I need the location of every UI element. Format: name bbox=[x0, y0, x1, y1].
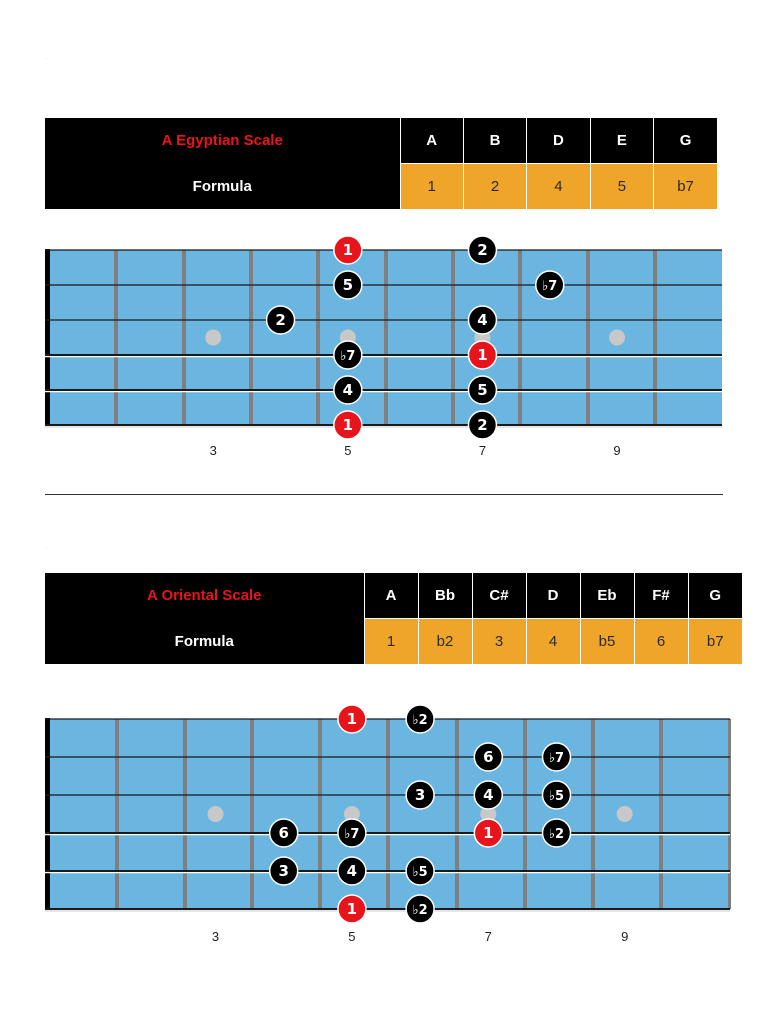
marker-label: ♭7 bbox=[542, 279, 558, 294]
marker-label: 1 bbox=[346, 900, 358, 918]
note-marker-icon bbox=[270, 819, 298, 847]
fret-wire bbox=[316, 250, 320, 425]
interval-cell: 6 bbox=[634, 619, 688, 665]
fret-number: 3 bbox=[209, 443, 217, 458]
fret-number: 9 bbox=[621, 929, 629, 944]
root-marker-icon bbox=[338, 895, 366, 923]
note-cell: Eb bbox=[580, 573, 634, 619]
fret-wire bbox=[586, 250, 590, 425]
fret-wire bbox=[518, 250, 522, 425]
note-marker-icon bbox=[406, 895, 434, 923]
interval-cell: 2 bbox=[463, 164, 526, 210]
marker-label: 4 bbox=[477, 311, 488, 329]
oriental-fretboard bbox=[0, 700, 768, 950]
fret-wire bbox=[451, 250, 455, 425]
interval-cell: b5 bbox=[580, 619, 634, 665]
fret-wire bbox=[653, 250, 657, 425]
note-marker-icon bbox=[474, 743, 502, 771]
interval-cell: 5 bbox=[590, 164, 653, 210]
marker-label: 4 bbox=[483, 786, 494, 804]
page-dot-middle: . bbox=[46, 544, 48, 549]
interval-cell: 1 bbox=[400, 164, 463, 210]
note-cell: A bbox=[364, 573, 418, 619]
note-cell: F# bbox=[634, 573, 688, 619]
fret-wire bbox=[591, 719, 595, 909]
fret-number: 3 bbox=[211, 929, 220, 944]
note-marker-icon bbox=[474, 781, 502, 809]
egyptian-fretboard bbox=[0, 230, 768, 470]
note-marker-icon bbox=[334, 271, 362, 299]
scale-title: A Oriental Scale bbox=[45, 573, 364, 619]
section-divider bbox=[45, 494, 723, 495]
note-cell: C# bbox=[472, 573, 526, 619]
marker-label: 4 bbox=[342, 381, 354, 399]
marker-label: ♭7 bbox=[340, 349, 356, 364]
note-marker-icon bbox=[406, 705, 434, 733]
nut bbox=[45, 249, 50, 426]
scale-title: A Egyptian Scale bbox=[45, 118, 400, 164]
marker-label: 1 bbox=[342, 241, 354, 259]
note-marker-icon bbox=[338, 819, 366, 847]
oriental-scale-table bbox=[45, 573, 742, 664]
interval-cell: 1 bbox=[364, 619, 418, 665]
marker-label: 2 bbox=[275, 311, 286, 329]
formula-label: Formula bbox=[45, 619, 364, 665]
marker-label: 2 bbox=[477, 241, 488, 259]
root-marker-icon bbox=[334, 236, 362, 264]
root-marker-icon bbox=[338, 705, 366, 733]
egyptian-scale-table bbox=[45, 118, 717, 209]
marker-label: ♭5 bbox=[412, 865, 428, 880]
root-marker-icon bbox=[468, 341, 496, 369]
marker-label: 1 bbox=[483, 824, 494, 842]
fret-wire bbox=[249, 250, 253, 425]
fret-dot-icon bbox=[208, 806, 224, 822]
marker-label: ♭5 bbox=[548, 789, 565, 804]
fret-dot-icon bbox=[205, 330, 221, 346]
fret-wire bbox=[183, 719, 187, 909]
fret-number: 7 bbox=[484, 929, 492, 944]
fret-wire bbox=[318, 719, 322, 909]
marker-label: 5 bbox=[342, 276, 354, 294]
marker-label: 3 bbox=[278, 862, 289, 880]
fret-number: 9 bbox=[613, 443, 621, 458]
interval-cell: 4 bbox=[526, 619, 580, 665]
formula-row bbox=[45, 619, 742, 665]
interval-cell: b7 bbox=[688, 619, 742, 665]
note-marker-icon bbox=[270, 857, 298, 885]
note-marker-icon bbox=[334, 376, 362, 404]
marker-label: 6 bbox=[278, 824, 289, 842]
note-marker-icon bbox=[543, 819, 571, 847]
marker-label: 5 bbox=[477, 381, 488, 399]
note-marker-icon bbox=[468, 236, 496, 264]
marker-label: ♭7 bbox=[548, 751, 565, 766]
note-cell: D bbox=[527, 118, 590, 164]
note-marker-icon bbox=[406, 857, 434, 885]
marker-label: 1 bbox=[477, 346, 488, 364]
note-marker-icon bbox=[543, 781, 571, 809]
note-marker-icon bbox=[468, 411, 496, 439]
root-marker-icon bbox=[474, 819, 502, 847]
formula-row bbox=[45, 164, 717, 210]
interval-cell: b2 bbox=[418, 619, 472, 665]
fret-wire bbox=[728, 719, 731, 909]
nut bbox=[45, 718, 50, 910]
fret-wire bbox=[386, 719, 390, 909]
fret-wire bbox=[114, 250, 118, 425]
interval-cell: b7 bbox=[654, 164, 717, 210]
marker-label: 6 bbox=[483, 748, 494, 766]
marker-label: 1 bbox=[346, 710, 358, 728]
note-cell: A bbox=[400, 118, 463, 164]
marker-label: 3 bbox=[414, 786, 426, 804]
note-marker-icon bbox=[267, 306, 295, 334]
marker-label: 1 bbox=[342, 416, 354, 434]
note-cell: B bbox=[463, 118, 526, 164]
fret-wire bbox=[250, 719, 254, 909]
note-marker-icon bbox=[543, 743, 571, 771]
marker-label: 2 bbox=[477, 416, 488, 434]
page-dot-top: . bbox=[46, 55, 48, 60]
fret-wire bbox=[523, 719, 527, 909]
fret-wire bbox=[182, 250, 186, 425]
formula-label: Formula bbox=[45, 164, 400, 210]
note-marker-icon bbox=[338, 857, 366, 885]
marker-label: ♭2 bbox=[548, 827, 565, 842]
fret-dot-icon bbox=[617, 806, 633, 822]
interval-cell: 3 bbox=[472, 619, 526, 665]
fret-wire bbox=[659, 719, 663, 909]
fret-number: 7 bbox=[478, 443, 487, 458]
fret-number: 5 bbox=[348, 929, 356, 944]
note-cell: Bb bbox=[418, 573, 472, 619]
note-marker-icon bbox=[536, 271, 564, 299]
note-cell: G bbox=[654, 118, 717, 164]
note-marker-icon bbox=[468, 306, 496, 334]
marker-label: ♭2 bbox=[412, 713, 428, 728]
interval-cell: 4 bbox=[527, 164, 590, 210]
marker-label: ♭7 bbox=[344, 827, 360, 842]
notes-row bbox=[45, 573, 742, 619]
note-cell: G bbox=[688, 573, 742, 619]
note-cell: E bbox=[590, 118, 653, 164]
fret-wire bbox=[455, 719, 459, 909]
marker-label: ♭2 bbox=[412, 903, 428, 918]
note-marker-icon bbox=[468, 376, 496, 404]
note-marker-icon bbox=[334, 341, 362, 369]
root-marker-icon bbox=[334, 411, 362, 439]
marker-label: 4 bbox=[346, 862, 358, 880]
fret-wire bbox=[115, 719, 119, 909]
fret-dot-icon bbox=[609, 330, 625, 346]
fret-wire bbox=[384, 250, 388, 425]
notes-row bbox=[45, 118, 717, 164]
note-cell: D bbox=[526, 573, 580, 619]
fret-number: 5 bbox=[344, 443, 352, 458]
note-marker-icon bbox=[406, 781, 434, 809]
